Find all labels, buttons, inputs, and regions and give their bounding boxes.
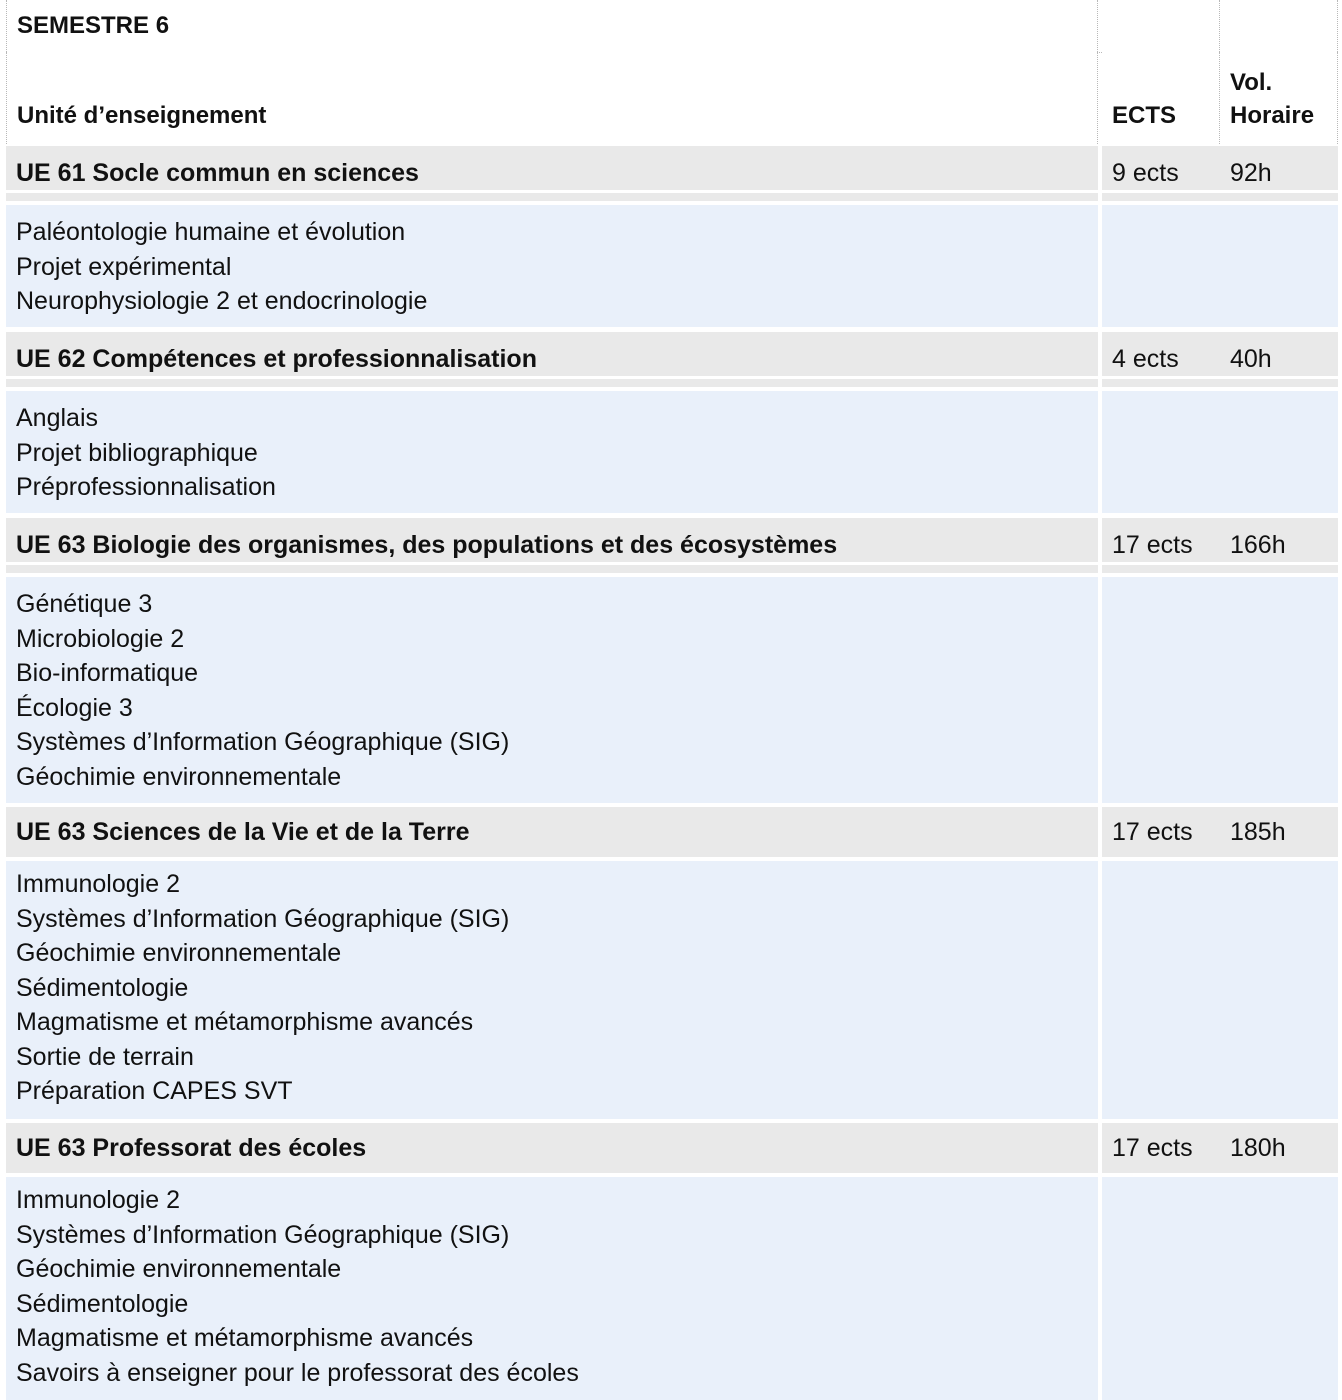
- ue-row: [6, 332, 1338, 376]
- subject-item: Neurophysiologie 2 et endocrinologie: [16, 287, 428, 315]
- subject-item: Systèmes d’Information Géographique (SIG): [16, 1220, 510, 1249]
- column-header-vol: [1220, 52, 1338, 144]
- subject-item: Magmatisme et métamorphisme avancés: [16, 1008, 474, 1036]
- subjects-row: [6, 577, 1338, 803]
- ue-title: UE 63 Sciences de la Vie et de la Terre: [6, 807, 1098, 857]
- subjects-ects-empty: [1102, 1177, 1220, 1400]
- spacer-cell: [6, 379, 1098, 387]
- subject-item: Systèmes d’Information Géographique (SIG): [16, 904, 510, 933]
- subjects-list: [6, 861, 1098, 1119]
- subject-item: Systèmes d’Information Géographique (SIG): [16, 728, 510, 756]
- subjects-hours-empty: [1220, 861, 1338, 1119]
- subjects-hours-empty: [1220, 205, 1338, 327]
- semester-header-empty-vol: [1220, 0, 1338, 52]
- spacer-cell: [1102, 379, 1220, 387]
- subjects-ects-empty: [1102, 391, 1220, 513]
- subject-item: Projet bibliographique: [16, 438, 258, 467]
- subject-item: Sédimentologie: [16, 973, 189, 1002]
- subject-item: Immunologie 2: [16, 870, 180, 898]
- subjects-row: [6, 205, 1338, 327]
- subject-item: Sortie de terrain: [16, 1042, 194, 1071]
- ue-hours: 40h: [1220, 332, 1338, 376]
- column-header-unit: [6, 52, 1098, 144]
- ue-title: UE 63 Biologie des organismes, des populations et des écosystèmes: [6, 518, 1098, 562]
- subject-item: Magmatisme et métamorphisme avancés: [16, 1324, 474, 1352]
- subject-item: Bio-informatique: [16, 659, 199, 687]
- semester-header-empty-ects: [1102, 0, 1220, 52]
- spacer-cell: [1220, 193, 1338, 201]
- ue-ects: 4 ects: [1102, 332, 1220, 376]
- subject-item: Projet expérimental: [16, 252, 232, 281]
- subjects-list: [6, 391, 1098, 513]
- subjects-ects-empty: [1102, 205, 1220, 327]
- column-header-vol-line2: Horaire: [1230, 102, 1315, 129]
- subjects-hours-empty: [1220, 1177, 1338, 1400]
- ue-hours: 92h: [1220, 146, 1338, 190]
- column-header-unit-label: Unité d’enseignement: [17, 102, 267, 129]
- ue-spacer-row: [6, 379, 1338, 387]
- ue-title: UE 61 Socle commun en sciences: [6, 146, 1098, 190]
- semester-header-row: [6, 0, 1338, 53]
- subjects-ects-empty: [1102, 577, 1220, 803]
- ue-hours: 185h: [1220, 807, 1338, 857]
- semester-title: SEMESTRE 6: [6, 0, 1098, 52]
- subjects-row: [6, 1177, 1338, 1400]
- ue-hours: 166h: [1220, 518, 1338, 562]
- column-header-ects: [1102, 52, 1220, 144]
- ue-spacer-row: [6, 565, 1338, 573]
- subject-item: Anglais: [16, 404, 98, 432]
- subjects-hours-empty: [1220, 391, 1338, 513]
- subjects-hours-empty: [1220, 577, 1338, 803]
- spacer-cell: [6, 193, 1098, 201]
- ue-title: UE 63 Professorat des écoles: [6, 1123, 1098, 1173]
- ue-row: [6, 807, 1338, 857]
- subjects-row: [6, 391, 1338, 513]
- ue-row: [6, 518, 1338, 562]
- ue-row: [6, 146, 1338, 190]
- spacer-cell: [1102, 193, 1220, 201]
- subject-item: Paléontologie humaine et évolution: [16, 218, 406, 246]
- subject-item: Sédimentologie: [16, 1289, 189, 1318]
- ue-spacer-row: [6, 193, 1338, 201]
- ue-row: [6, 1123, 1338, 1173]
- ue-ects: 9 ects: [1102, 146, 1220, 190]
- ue-ects: 17 ects: [1102, 518, 1220, 562]
- curriculum-table: [6, 0, 1338, 1400]
- subject-item: Génétique 3: [16, 590, 153, 618]
- spacer-cell: [1220, 565, 1338, 573]
- ue-ects: 17 ects: [1102, 1123, 1220, 1173]
- subject-item: Géochimie environnementale: [16, 939, 342, 967]
- ue-title: UE 62 Compétences et professionnalisation: [6, 332, 1098, 376]
- column-header-ects-label: ECTS: [1112, 102, 1177, 129]
- subject-item: Préparation CAPES SVT: [16, 1077, 293, 1105]
- subject-item: Savoirs à enseigner pour le professorat des écoles: [16, 1358, 579, 1387]
- column-header-vol-line1: Vol.: [1230, 69, 1273, 96]
- subject-item: Immunologie 2: [16, 1186, 180, 1214]
- subjects-row: [6, 861, 1338, 1119]
- ue-hours: 180h: [1220, 1123, 1338, 1173]
- subjects-list: [6, 1177, 1098, 1400]
- subjects-ects-empty: [1102, 861, 1220, 1119]
- spacer-cell: [1102, 565, 1220, 573]
- spacer-cell: [1220, 379, 1338, 387]
- subject-item: Microbiologie 2: [16, 624, 185, 653]
- subjects-list: [6, 577, 1098, 803]
- subject-item: Écologie 3: [16, 693, 133, 722]
- subject-item: Géochimie environnementale: [16, 762, 342, 791]
- subject-item: Géochimie environnementale: [16, 1255, 342, 1283]
- spacer-cell: [6, 565, 1098, 573]
- subject-item: Préprofessionnalisation: [16, 473, 276, 501]
- column-header-row: [6, 52, 1338, 144]
- subjects-list: [6, 205, 1098, 327]
- ue-ects: 17 ects: [1102, 807, 1220, 857]
